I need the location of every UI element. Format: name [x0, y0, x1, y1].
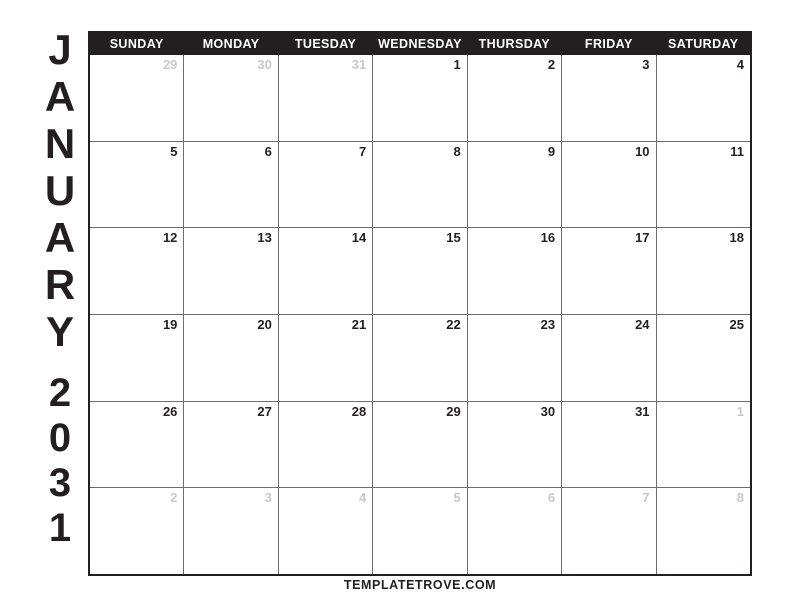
- calendar-day-cell[interactable]: [184, 488, 278, 574]
- calendar-day-cell[interactable]: [279, 55, 373, 141]
- month-letter: U: [44, 167, 76, 214]
- day-number: 1: [453, 57, 461, 72]
- day-number: 7: [359, 143, 367, 159]
- calendar-day-cell[interactable]: [468, 315, 562, 401]
- day-number: 8: [453, 143, 461, 159]
- month-year-vertical-title: [30, 26, 90, 581]
- calendar-day-cell[interactable]: [468, 228, 562, 314]
- day-number: 14: [351, 230, 367, 246]
- day-number: 28: [351, 403, 367, 419]
- day-number: 18: [729, 230, 744, 246]
- calendar-grid: [88, 31, 752, 576]
- calendar-day-cell[interactable]: [184, 55, 278, 141]
- calendar-day-cell[interactable]: [562, 488, 656, 574]
- day-number: 5: [453, 490, 461, 506]
- day-number: 29: [162, 57, 178, 72]
- calendar-day-cell[interactable]: [562, 228, 656, 314]
- day-number: 1: [736, 403, 744, 419]
- calendar-day-cell[interactable]: [562, 315, 656, 401]
- weekday-header-thursday: THURSDAY: [468, 33, 562, 55]
- calendar-week-row: [90, 228, 750, 315]
- month-letter: Y: [45, 308, 74, 355]
- day-number: 6: [547, 490, 556, 506]
- day-number: 4: [359, 490, 367, 506]
- day-number: 22: [446, 317, 461, 333]
- calendar-day-cell[interactable]: [279, 488, 373, 574]
- calendar-day-cell[interactable]: [468, 402, 562, 488]
- day-number: 12: [162, 230, 178, 246]
- calendar-week-row: [90, 142, 750, 229]
- calendar-day-cell[interactable]: [657, 55, 750, 141]
- month-letter: A: [44, 73, 76, 120]
- day-number: 5: [170, 143, 178, 159]
- calendar-week-row: [90, 315, 750, 402]
- calendar-day-cell[interactable]: [90, 55, 184, 141]
- calendar-day-cell[interactable]: [657, 228, 750, 314]
- calendar-day-cell[interactable]: [373, 402, 467, 488]
- calendar-day-cell[interactable]: [90, 315, 184, 401]
- calendar-day-cell[interactable]: [373, 315, 467, 401]
- year-digit: 3: [48, 461, 72, 505]
- day-number: 8: [736, 490, 744, 506]
- calendar-day-cell[interactable]: [279, 228, 373, 314]
- calendar-day-cell[interactable]: [468, 55, 562, 141]
- weekday-header-friday: FRIDAY: [562, 33, 656, 55]
- day-number: 23: [540, 317, 556, 333]
- calendar-day-cell[interactable]: [184, 315, 278, 401]
- day-number: 31: [635, 403, 650, 419]
- year-digit: 1: [48, 506, 72, 550]
- calendar-day-cell[interactable]: [279, 402, 373, 488]
- day-number: 10: [635, 143, 650, 159]
- weekday-header-monday: MONDAY: [184, 33, 278, 55]
- day-number: 20: [257, 317, 272, 333]
- calendar-day-cell[interactable]: [90, 402, 184, 488]
- weekday-header-tuesday: TUESDAY: [279, 33, 373, 55]
- weekday-header-sunday: SUNDAY: [90, 33, 184, 55]
- month-letter: R: [44, 261, 76, 308]
- calendar-day-cell[interactable]: [657, 315, 750, 401]
- day-number: 2: [170, 490, 178, 506]
- day-number: 30: [540, 403, 556, 419]
- calendar-day-cell[interactable]: [279, 315, 373, 401]
- calendar-day-cell[interactable]: [184, 142, 278, 228]
- year-digit: 0: [48, 416, 72, 460]
- calendar-day-cell[interactable]: [468, 142, 562, 228]
- calendar-day-cell[interactable]: [657, 402, 750, 488]
- day-number: 17: [635, 230, 650, 246]
- calendar-day-cell[interactable]: [184, 402, 278, 488]
- month-letter: J: [48, 26, 72, 73]
- calendar-day-cell[interactable]: [562, 142, 656, 228]
- day-number: 31: [351, 57, 367, 72]
- day-number: 29: [446, 403, 461, 419]
- calendar-weeks: [90, 55, 750, 574]
- day-number: 25: [729, 317, 744, 333]
- calendar-day-cell[interactable]: [373, 142, 467, 228]
- calendar-day-cell[interactable]: [657, 142, 750, 228]
- footer-attribution: TEMPLATETROVE.COM: [343, 578, 497, 592]
- weekday-header-saturday: SATURDAY: [667, 37, 739, 51]
- calendar-day-cell[interactable]: [657, 488, 750, 574]
- day-number: 26: [162, 403, 178, 419]
- calendar-day-cell[interactable]: [373, 228, 467, 314]
- day-number: 6: [264, 143, 272, 159]
- month-letter: A: [44, 214, 76, 261]
- calendar-day-cell[interactable]: [184, 228, 278, 314]
- weekday-header-wednesday: WEDNESDAY: [373, 33, 467, 55]
- day-number: 3: [642, 57, 650, 72]
- day-number: 4: [736, 57, 744, 72]
- day-number: 11: [730, 143, 744, 159]
- calendar-week-row: [90, 402, 750, 489]
- day-number: 24: [635, 317, 650, 333]
- calendar-day-cell[interactable]: [90, 142, 184, 228]
- day-number: 27: [257, 403, 272, 419]
- day-number: 15: [446, 230, 461, 246]
- year-digit: 2: [48, 371, 72, 415]
- day-number: 3: [264, 490, 272, 506]
- calendar-day-cell[interactable]: [562, 402, 656, 488]
- day-number: 2: [547, 57, 556, 72]
- day-number: 21: [351, 317, 367, 333]
- day-number: 16: [540, 230, 556, 246]
- calendar-week-row: [90, 488, 750, 574]
- calendar-day-cell[interactable]: [279, 142, 373, 228]
- calendar-day-cell[interactable]: [373, 55, 467, 141]
- day-number: 7: [642, 490, 650, 506]
- calendar-day-cell[interactable]: [90, 488, 184, 574]
- calendar-day-cell[interactable]: [562, 55, 656, 141]
- weekday-header-row: [90, 33, 750, 55]
- calendar-week-row: [90, 55, 750, 142]
- day-number: 19: [162, 317, 178, 333]
- calendar-day-cell[interactable]: [373, 488, 467, 574]
- day-number: 13: [257, 230, 272, 246]
- month-letter: N: [44, 120, 76, 167]
- day-number: 9: [547, 143, 556, 159]
- calendar-day-cell[interactable]: [90, 228, 184, 314]
- calendar-day-cell[interactable]: [468, 488, 562, 574]
- day-number: 30: [257, 57, 272, 72]
